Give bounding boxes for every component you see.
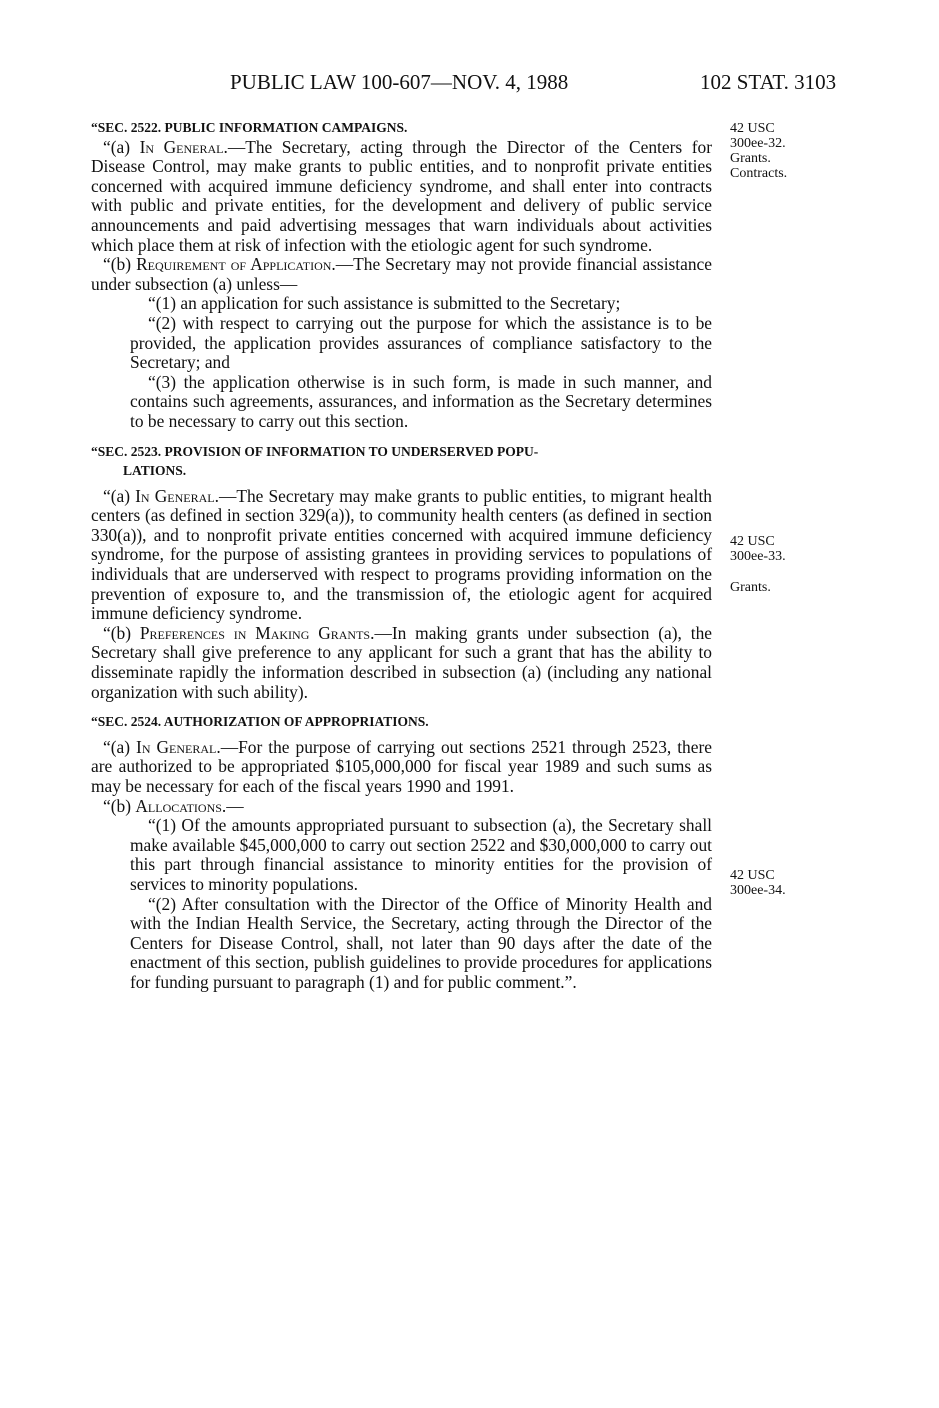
caption: Requirement of Application. — [136, 254, 336, 275]
sec2522-subsection-a — [91, 138, 712, 256]
caption: In General. — [135, 485, 219, 506]
section-gap — [91, 702, 712, 712]
caption: In General. — [139, 136, 228, 157]
label: “(a) — [103, 736, 137, 757]
page-header — [0, 70, 939, 100]
statute-page-number: 102 STAT. 3103 — [700, 70, 837, 94]
section-2523-heading — [91, 442, 712, 481]
section-gap — [91, 432, 712, 442]
margin-note-sec2524 — [730, 868, 786, 898]
margin-grants: Grants. — [730, 580, 771, 595]
margin-note-sec2523 — [730, 534, 786, 564]
margin-section: 300ee-34. — [730, 883, 786, 898]
sec2524-paragraph-1: “(1) Of the amounts appropriated pursuant to subsection (a), the Secretary shall make available $45,000,000 to carry out section 2522 and $30,000,000 to carry out this part through financial assistance to minority entities for the provision of services to minority populations. — [130, 815, 712, 894]
margin-note-grants-2523 — [730, 580, 771, 595]
sec2523-subsection-a — [91, 487, 712, 624]
law-title: PUBLIC LAW 100-607—NOV. 4, 1988 — [230, 70, 569, 94]
sec2524-subsection-a — [91, 738, 712, 797]
body: — — [226, 795, 244, 816]
sec2522-paragraph-2: “(2) with respect to carrying out the purpose for which the assistance is to be provided, the application provides assurances of compliance satisfactory to the Secretary; and — [130, 312, 712, 373]
body: —For the purpose of carrying out sections 2521 through 2523, there are authorized to be appropriated $105,000,000 for fiscal year 1989 and such sums as may be necessary for each of the fiscal years 1990 and 1991. — [91, 736, 712, 796]
caption: In General. — [136, 736, 221, 757]
label: “(b) — [103, 622, 140, 643]
heading-line-1: “SEC. 2523. PROVISION OF INFORMATION TO UNDERSERVED POPU- — [91, 443, 539, 459]
sec2522-paragraph-3: “(3) the application otherwise is in such form, is made in such manner, and contains such agreements, assurances, and information as the Secretary determines to be necessary to carry out this section. — [130, 371, 712, 431]
sec2524-paragraph-2: “(2) After consultation with the Director of the Office of Minority Health and with the Indian Health Service, the Secretary, acting through the Director of the Centers for Disease Control, shall, not later than 90 days after the date of the enactment of this section, publish guidelines to provide procedures for applications for funding pursuant to paragraph (1) and for public comment.”. — [130, 893, 712, 992]
main-text — [91, 118, 712, 993]
label: “(a) — [103, 136, 140, 157]
section-2522-heading: “SEC. 2522. PUBLIC INFORMATION CAMPAIGNS. — [91, 120, 408, 135]
label: “(b) — [103, 254, 137, 275]
sec2524-subsection-b — [91, 797, 712, 817]
body: —The Secretary may make grants to public entities, to migrant health centers (as defined in section 329(a)), to community health centers (as defined in section 330(a)), and to nonprofit private entities concerned with acquired immune deficiency syndrome, for the purpose of assisting grantees in providing services to populations of individuals that are underserved with respect to programs providing information on the prevention of exposure to, and the transmission of, the etiologic agent for acquired immune deficiency syndrome. — [91, 485, 712, 624]
margin-note-sec2522 — [730, 121, 787, 181]
margin-contracts: Contracts. — [730, 166, 788, 181]
margin-section: 300ee-33. — [730, 549, 786, 564]
margin-code: 42 USC — [730, 868, 775, 883]
margin-section: 300ee-32. — [730, 136, 786, 151]
body: —In making grants under subsection (a), the Secretary shall give preference to any applicant for such a grant that has the ability to disseminate rapidly the information described in subsection (a) (including any national organization with such ability). — [91, 622, 712, 702]
section-2524-heading: “SEC. 2524. AUTHORIZATION OF APPROPRIATIONS. — [91, 714, 429, 730]
heading-line-2: LATIONS. — [123, 463, 187, 479]
sec2522-paragraph-1: “(1) an application for such assistance is submitted to the Secretary; — [148, 293, 621, 314]
sec2522-subsection-b — [91, 255, 712, 294]
body: —The Secretary, acting through the Director of the Centers for Disease Control, may make grants to public entities, and to nonprofit private entities concerned with acquired immune deficiency syndrome, and shall enter into contracts with public and private entities, for the development and delivery of public service announcements and paid advertising messages that warn individuals about activities which place them at risk of infection with the etiologic agent for such syndrome. — [91, 136, 712, 255]
label: “(b) — [103, 795, 136, 816]
margin-code: 42 USC — [730, 534, 775, 549]
body: —The Secretary may not provide financial assistance under subsection (a) unless— — [91, 254, 712, 294]
margin-code: 42 USC — [730, 121, 775, 136]
label: “(a) — [103, 485, 136, 506]
sec2523-subsection-b — [91, 624, 712, 702]
margin-grants: Grants. — [730, 151, 771, 166]
caption: Allocations. — [135, 795, 227, 816]
caption: Preferences in Making Grants. — [139, 622, 375, 643]
